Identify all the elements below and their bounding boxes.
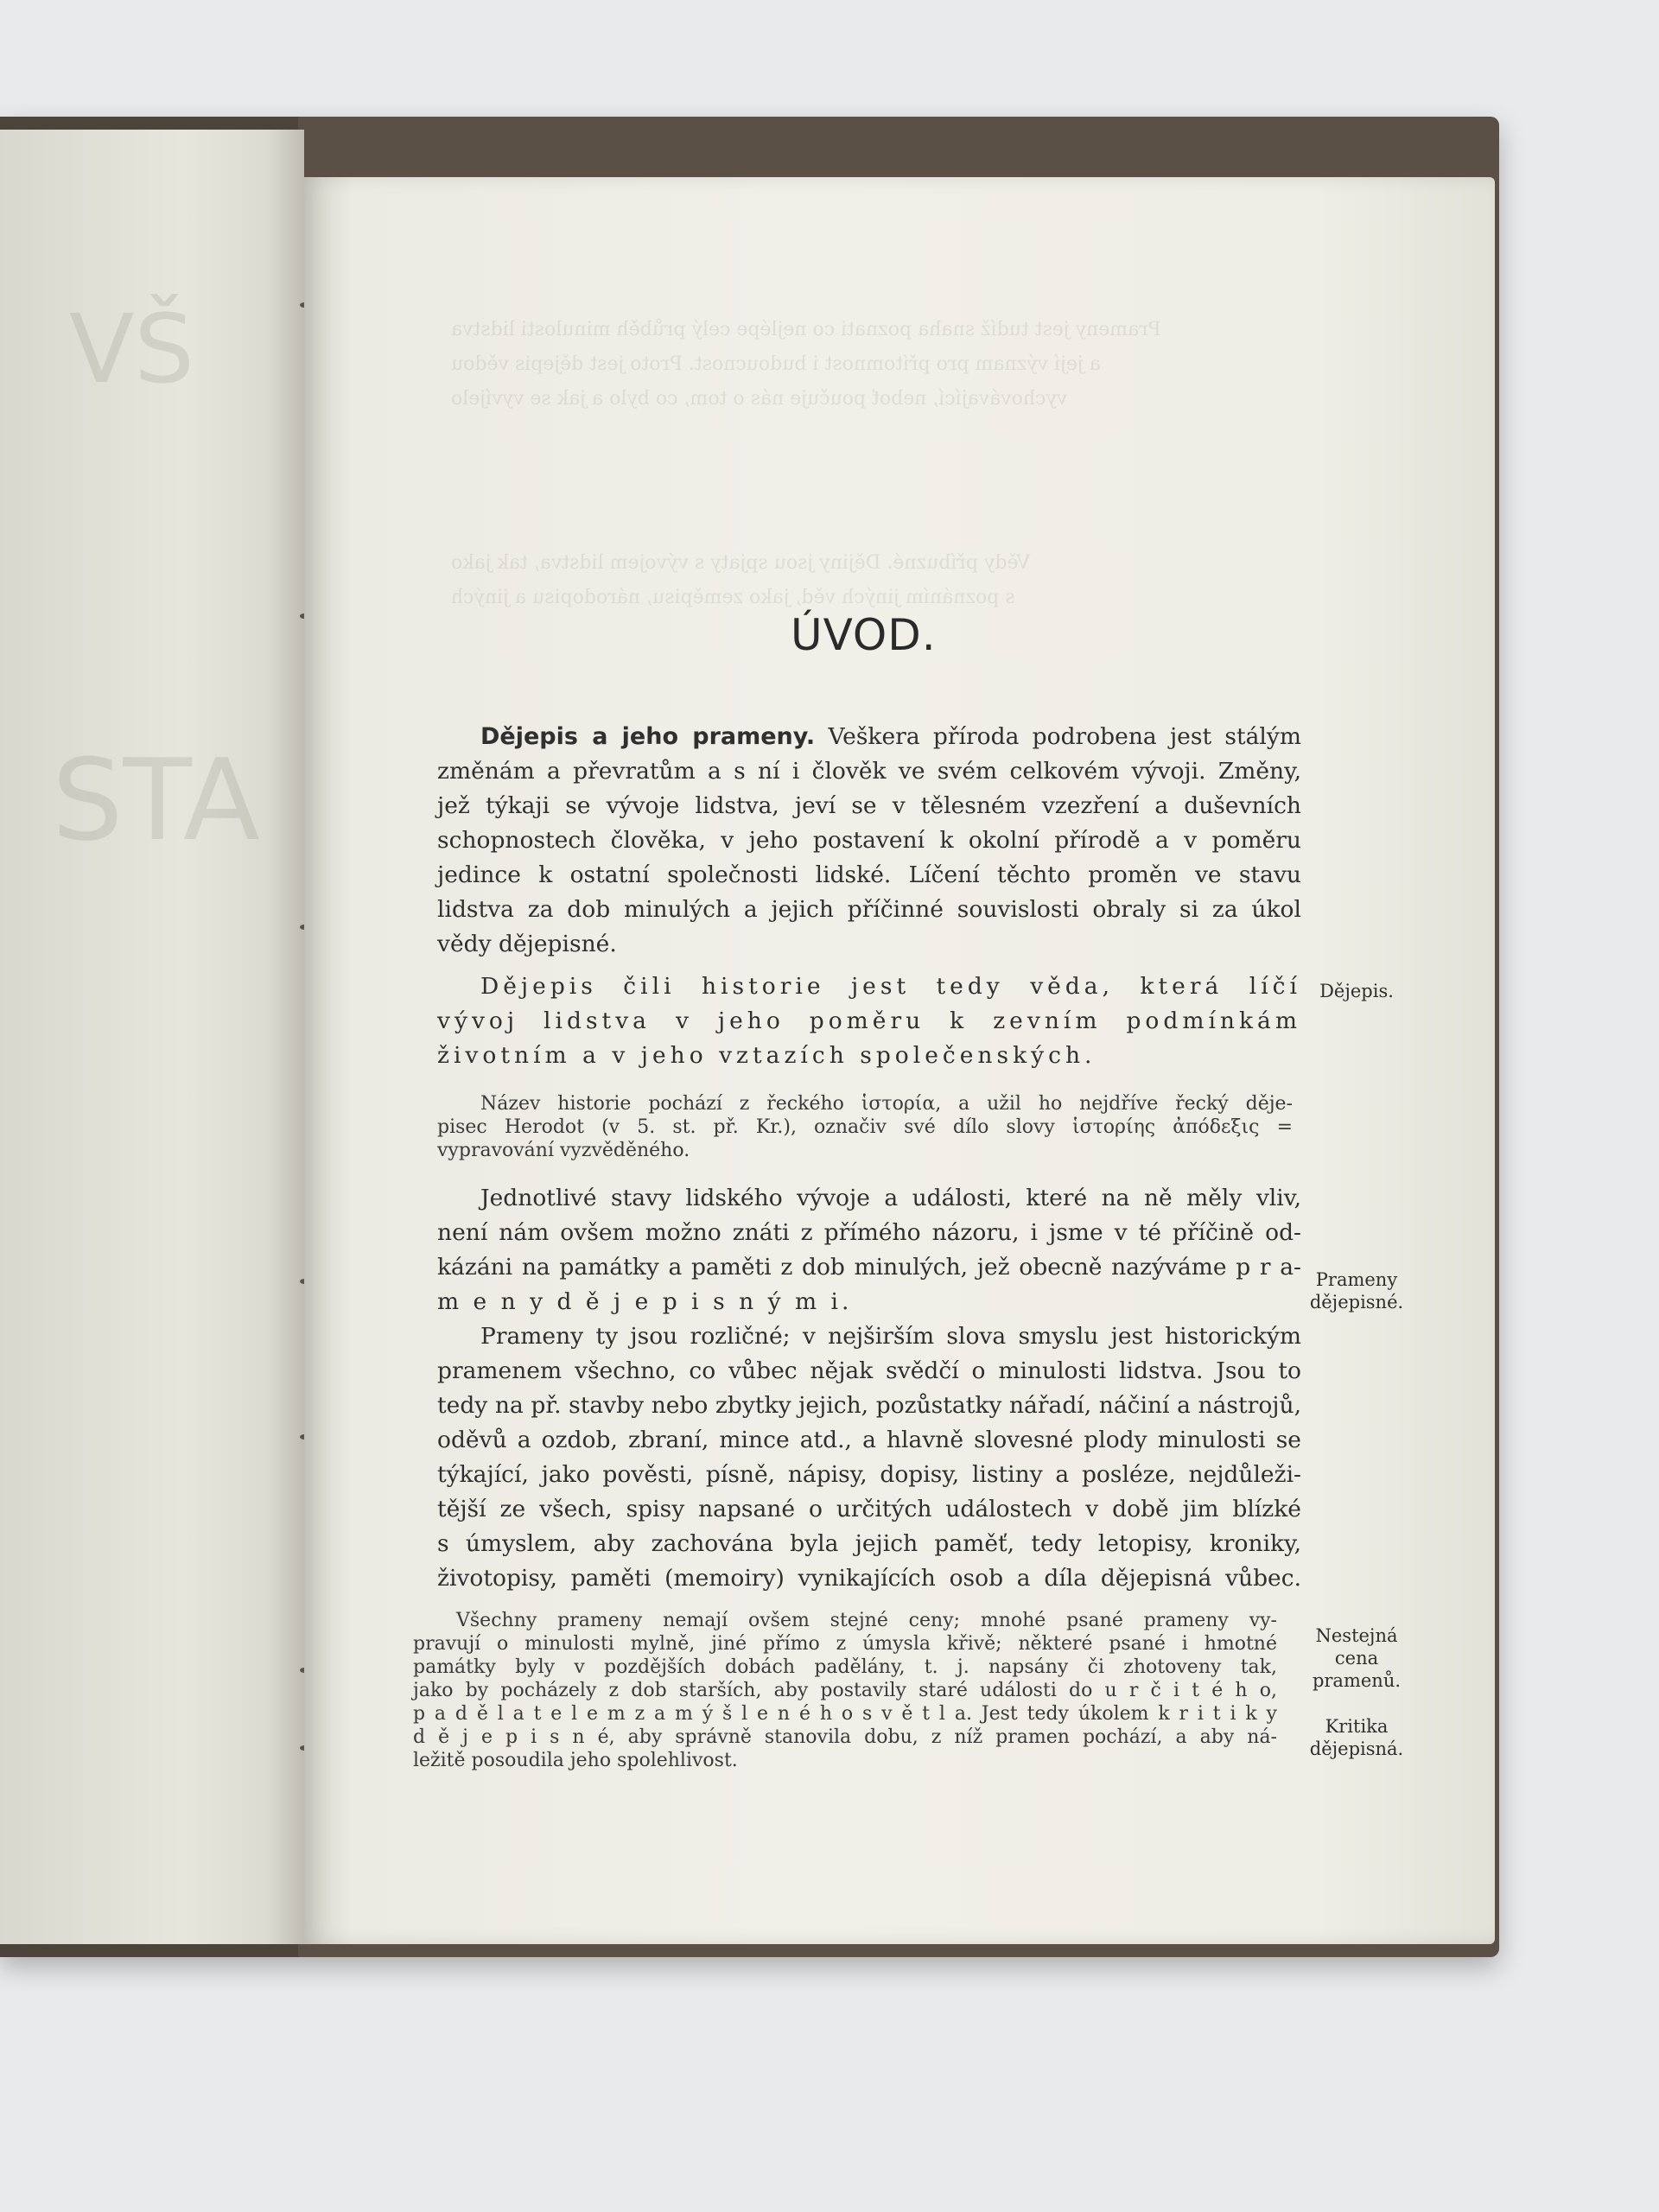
text-line: změnám a převratům a s ní i člověk ve svém celkovém vývoji. Změny, [437,758,1301,785]
text-line: Všechny prameny nemají ovšem stejné ceny; mnohé psané prameny vy- [456,1610,1277,1631]
page-title: ÚVOD. [791,610,937,660]
text-line: oděvů a ozdob, zbraní, mince atd., a hlavně slovesné plody minulosti se [437,1427,1301,1453]
text-line: jako by pocházely z dob starších, aby postavily staré události do u r č i t é h o, [413,1680,1277,1701]
margin-note-line: pramenů. [1312,1670,1402,1691]
text-line: životním a v jeho vztazích společenských. [437,1042,1096,1069]
margin-note-line: Nestejná [1315,1625,1398,1646]
text-line [437,720,1301,754]
bleed-through: a její význam pro přítomnost i budoucnost. Proto jest dějepis vědou [451,353,1101,375]
section-heading: Dějepis a jeho prameny. [480,723,816,750]
text-line: vypravování vyzvěděného. [437,1140,690,1161]
margin-note-kritika [1300,1715,1413,1760]
margin-note-line: Kritika [1325,1716,1389,1737]
bleed-through: s poznáním jiných věd, jako zeměpisu, národopisu a jiných [451,587,1015,608]
text-line: pisec Herodot (v 5. st. př. Kr.), označiv své dílo slovy ἱστορίης ἀπόδεξις = [437,1116,1293,1138]
text-line: tedy na př. stavby nebo zbytky jejich, pozůstatky nářadí, náčiní a nástrojů, [437,1392,1301,1419]
text-line: není nám ovšem možno znáti z přímého názoru, i jsme v té příčině od- [437,1219,1301,1246]
paragraph-definition [437,969,1301,1073]
text-line: ležitě posoudila jeho spolehlivost. [413,1750,738,1771]
text-line: jedince k ostatní společnosti lidské. Líčení těchto proměn ve stavu [437,861,1301,888]
text-line: s úmyslem, aby zachována byla jejich paměť, tedy letopisy, kroniky, [437,1530,1301,1557]
text-line: Dějepis čili historie jest tedy věda, která líčí [480,973,1301,1000]
left-page [0,130,304,1944]
paragraph-rozlicne [437,1319,1301,1596]
margin-note-line: cena [1334,1648,1379,1669]
margin-note-line: dějepisné. [1309,1292,1404,1313]
margin-note-line: dějepisná. [1309,1738,1404,1759]
bleed-through: vychovávající, neboť poučuje nás o tom, co bylo a jak se vyvíjelo [451,388,1068,410]
text-line: d ě j e p i s n é, aby správně stanovila dobu, z níž pramen pochází, a aby ná- [413,1726,1277,1748]
paragraph-intro [437,720,1301,962]
text-line: kázáni na památky a paměti z dob minulých, jež obecně nazýváme p r a- [437,1254,1301,1281]
text-line: životopisy, paměti (memoiry) vynikajících osob a díla dějepisná vůbec. [437,1565,1301,1592]
footnote-historie [437,1092,1293,1162]
text-line: p a d ě l a t e l e m z a m ý š l e n é h o s v ě t l a. Jest tedy úkolem k r i t i k y [413,1703,1277,1725]
text-run: Veškera příroda podrobena jest stálým [815,723,1302,750]
margin-note-nestejna [1300,1624,1413,1692]
text-line: m e n y d ě j e p i s n ý m i. [437,1288,853,1315]
margin-note-line: Prameny [1315,1269,1398,1290]
text-line: jež týkaji se vývoje lidstva, jeví se v tělesném vzezření a duševních [437,792,1301,819]
bleed-through: Prameny jest tudíž snaha poznati co nejlépe celý průběh minulosti lidstva [451,319,1161,340]
text-line: pravují o minulosti mylně, jiné přímo z úmysla křivě; některé psané i hmotné [413,1633,1277,1655]
show-through-text: STA [52,734,260,866]
text-line: Prameny ty jsou rozličné; v nejširším slova smyslu jest historickým [480,1323,1301,1350]
text-line: schopnostech člověka, v jeho postavení k okolní přírodě a v poměru [437,827,1301,854]
footnote-kritika [413,1609,1277,1772]
margin-note-line: Dějepis. [1319,981,1394,1001]
bleed-through: Vědy příbuzné. Dějiny jsou spjaty s vývojem lidstva, tak jako [451,552,1031,574]
paragraph-prameny [437,1181,1301,1319]
text-line: pramenem všechno, co vůbec nějak svědčí o minulosti lidstva. Jsou to [437,1357,1301,1384]
text-line: vědy dějepisné. [437,931,617,957]
text-line: týkající, jako pověsti, písně, nápisy, dopisy, listiny a posléze, nejdůleži- [437,1461,1301,1488]
text-line: vývoj lidstva v jeho poměru k zevním podmínkám [437,1007,1301,1034]
text-line: Název historie pochází z řeckého ἱστορία, a užil ho nejdříve řecký děje- [480,1093,1293,1115]
show-through-text: VŠ [69,294,195,404]
text-line: lidstva za dob minulých a jejich příčinné souvislosti obraly si za úkol [437,896,1301,923]
text-line: památky byly v pozdějších dobách padělány, t. j. napsány či zhotoveny tak, [413,1656,1277,1678]
margin-note-dejepis [1300,980,1413,1002]
text-line: tější ze všech, spisy napsané o určitých událostech v době jim blízké [437,1496,1301,1522]
text-line: Jednotlivé stavy lidského vývoje a události, které na ně měly vliv, [480,1185,1301,1211]
margin-note-prameny [1300,1268,1413,1313]
